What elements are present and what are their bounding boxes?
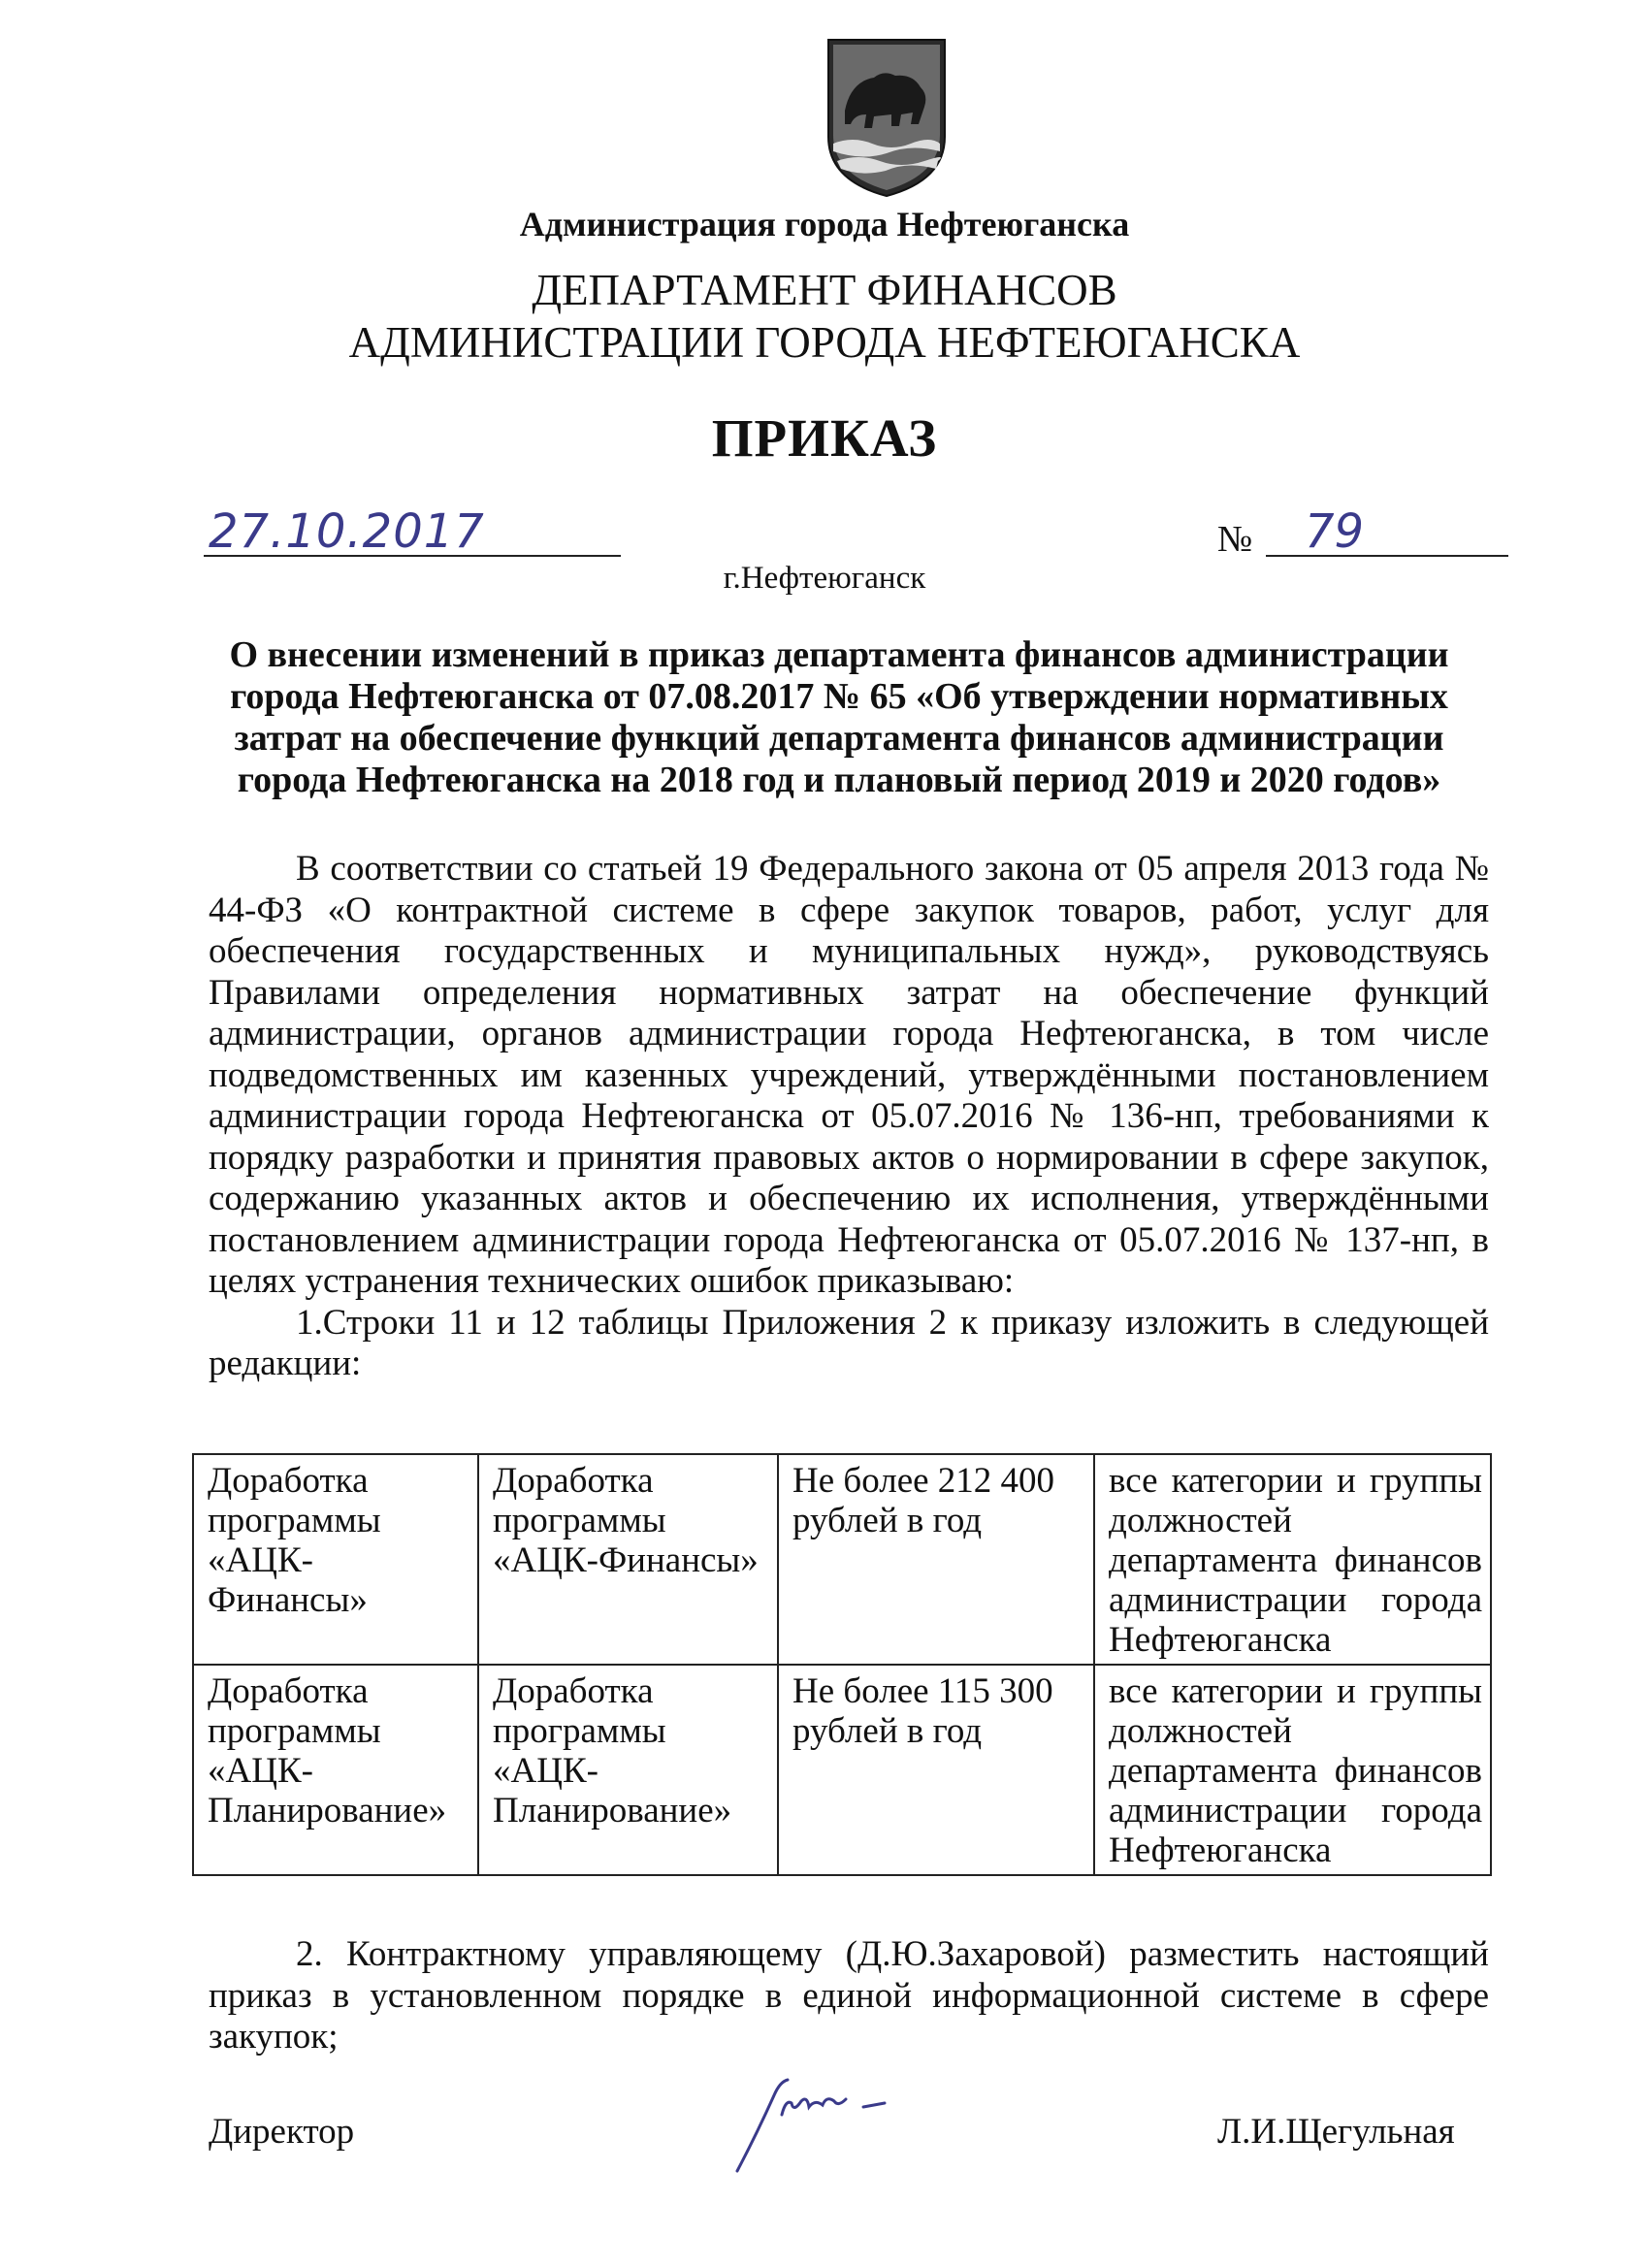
document-city: г.Нефтеюганск bbox=[723, 561, 926, 596]
document-body bbox=[209, 849, 1489, 1385]
norm-table bbox=[192, 1453, 1492, 1876]
table-row bbox=[193, 1665, 1491, 1875]
bear-coat-of-arms-icon bbox=[824, 35, 950, 200]
table-cell: Доработка программы «АЦК-Планирование» bbox=[193, 1665, 478, 1875]
handwritten-signature-icon bbox=[718, 2057, 951, 2183]
department-title-line1: ДЕПАРТАМЕНТ ФИНАНСОВ bbox=[532, 266, 1117, 314]
signatory-role: Директор bbox=[209, 2112, 355, 2152]
table-cell: Не более 115 300 рублей в год bbox=[778, 1665, 1094, 1875]
document-subject: О внесении изменений в приказ департамента финансов администрации города Нефтеюганска от 07.08.2017 № 65 «Об утверждении нормативных затрат на обеспечение функций департамента финансов администрации города Нефтеюганска на 2018 год и плановый период 2019 и 2020 годов» bbox=[229, 634, 1449, 800]
administration-name: Администрация города Нефтеюганска bbox=[519, 205, 1130, 243]
point-2 bbox=[209, 1934, 1489, 2058]
document-type: ПРИКАЗ bbox=[711, 408, 938, 468]
table-cell: Доработка программы «АЦК-Финансы» bbox=[193, 1454, 478, 1665]
table-cell: Доработка программы «АЦК-Планирование» bbox=[478, 1665, 778, 1875]
department-title bbox=[0, 264, 1649, 369]
department-title-line2: АДМИНИСТРАЦИИ ГОРОДА НЕФТЕЮГАНСКА bbox=[348, 318, 1301, 367]
number-sign: № bbox=[1217, 519, 1253, 560]
document-number: 79 bbox=[1305, 504, 1365, 559]
table-cell: Не более 212 400 рублей в год bbox=[778, 1454, 1094, 1665]
table-cell: все категории и группы должностей департамента финансов администрации города Нефтеюганска bbox=[1094, 1665, 1491, 1875]
table-cell: Доработка программы «АЦК-Финансы» bbox=[478, 1454, 778, 1665]
table-cell: все категории и группы должностей департамента финансов администрации города Нефтеюганска bbox=[1094, 1454, 1491, 1665]
document-date: 27.10.2017 bbox=[209, 504, 485, 559]
number-underline bbox=[1266, 508, 1508, 557]
body-paragraph-2: 1.Строки 11 и 12 таблицы Приложения 2 к приказу изложить в следующей редакции: bbox=[209, 1302, 1489, 1383]
signatory-name: Л.И.Щегульная bbox=[1217, 2112, 1455, 2152]
body-paragraph-1: В соответствии со статьей 19 Федерального закона от 05 апреля 2013 года № 44-ФЗ «О контрактной системе в сфере закупок товаров, работ, услуг для обеспечения государственных и муниципальных нужд», руководствуясь Правилами определения нормативных затрат на обеспечение функций администрации, органов администрации города Нефтеюганска, в том числе подведомственных им казенных учреждений, утверждёнными постановлением администрации города Нефтеюганска от 05.07.2016 № 136-нп, требованиями к порядку разработки и принятия правовых актов о нормировании в сфере закупок, содержанию указанных актов и обеспечению их исполнения, утверждёнными постановлением администрации города Нефтеюганска от 05.07.2016 № 137-нп, в целях устранения технических ошибок приказываю: bbox=[209, 849, 1489, 1301]
point-2-text: 2. Контрактному управляющему (Д.Ю.Захаровой) разместить настоящий приказ в установленном порядке в единой информационной системе в сфере закупок; bbox=[209, 1934, 1489, 2057]
table-row bbox=[193, 1454, 1491, 1665]
